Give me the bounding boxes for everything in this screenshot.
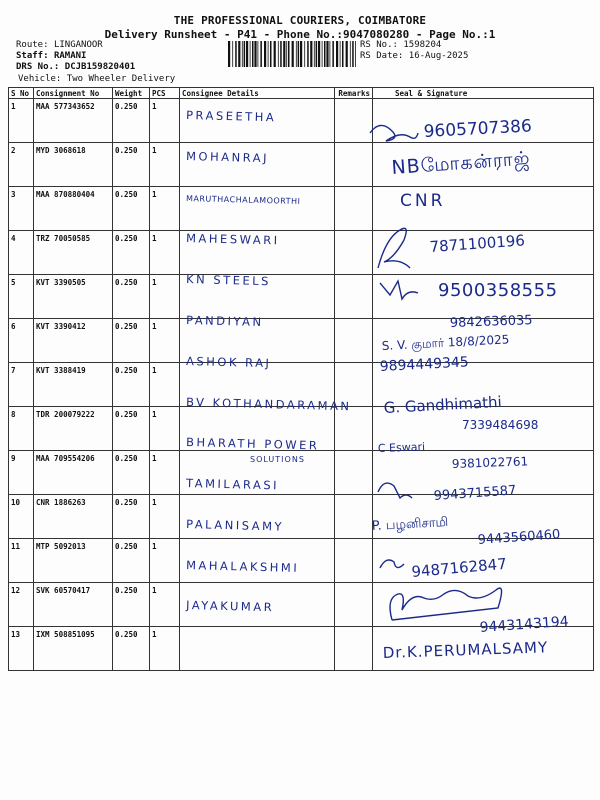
pcs-cell: 1 <box>150 275 180 319</box>
consignment-cell: MYD 3068618 <box>34 143 113 187</box>
signature-date: S. V. குமார் 18/8/2025 <box>381 332 510 353</box>
remarks-cell <box>335 187 373 231</box>
sno-cell: 12 <box>9 583 34 627</box>
consignee-name: PRASEETHA <box>185 108 277 125</box>
route-value: LINGANOOR <box>53 40 103 50</box>
signature-name: P. பழனிசாமி <box>371 515 449 534</box>
table-row <box>9 539 594 583</box>
barcode-image <box>228 41 356 67</box>
signature-stamp-name: Dr.K.PERUMALSAMY <box>382 638 549 662</box>
consignee-name: MAHALAKSHMI <box>185 558 300 575</box>
signature-cell <box>373 275 594 319</box>
consignee-cell <box>180 495 335 539</box>
consignment-cell: MAA 709554206 <box>34 451 113 495</box>
signature-phone: 9443143194 <box>479 613 570 636</box>
consignee-cell <box>180 627 335 671</box>
consignee-name: MOHANRAJ <box>185 149 270 166</box>
signature-cell <box>373 319 594 363</box>
barcode-bar <box>310 41 312 67</box>
weight-cell: 0.250 <box>113 99 150 143</box>
consignee-cell <box>180 539 335 583</box>
barcode-bar <box>346 41 348 67</box>
remarks-cell <box>335 539 373 583</box>
consignee-cell <box>180 231 335 275</box>
consignee-cell <box>180 583 335 627</box>
consignee-name: PALANISAMY <box>185 517 285 534</box>
signature-phone: 9443560460 <box>477 527 561 548</box>
barcode-bar <box>238 41 240 67</box>
weight-cell: 0.250 <box>113 187 150 231</box>
weight-cell: 0.250 <box>113 407 150 451</box>
barcode-bar <box>268 41 269 67</box>
signature-cell <box>373 539 594 583</box>
staff-label: Staff: <box>16 51 49 61</box>
runsheet-subtitle: Delivery Runsheet - P41 - Phone No.:9047080280 - Page No.:1 <box>104 28 496 41</box>
col-consignment: Consignment No <box>34 88 113 99</box>
consignee-cell <box>180 143 335 187</box>
consignment-cell: TRZ 70050585 <box>34 231 113 275</box>
consignment-cell: MAA 870880404 <box>34 187 113 231</box>
consignee-name: JAYAKUMAR <box>185 598 275 615</box>
barcode-bar <box>336 41 338 67</box>
barcode-bar <box>316 41 318 67</box>
signature-cell <box>373 363 594 407</box>
table-row <box>9 495 594 539</box>
barcode-bar <box>298 41 300 67</box>
consignment-cell: KVT 3390505 <box>34 275 113 319</box>
vehicle-label: Vehicle: <box>18 74 62 84</box>
consignment-cell: KVT 3388419 <box>34 363 113 407</box>
barcode-bar <box>232 41 233 67</box>
barcode-bar <box>244 41 246 67</box>
barcode-bar <box>283 41 285 67</box>
weight-cell: 0.250 <box>113 319 150 363</box>
sno-cell: 8 <box>9 407 34 451</box>
barcode-bar <box>314 41 315 67</box>
rs-date-label: RS Date: <box>360 51 404 61</box>
barcode-bar <box>288 41 290 67</box>
consignee-name: BV KOTHANDARAMAN <box>185 395 352 414</box>
barcode-bar <box>258 41 259 67</box>
signature-cell <box>373 407 594 451</box>
pcs-cell: 1 <box>150 407 180 451</box>
signature-cell <box>373 231 594 275</box>
consignee-cell <box>180 319 335 363</box>
barcode-bar <box>322 41 323 67</box>
remarks-cell <box>335 99 373 143</box>
barcode-bar <box>242 41 243 67</box>
consignee-cell <box>180 407 335 451</box>
remarks-cell <box>335 231 373 275</box>
barcode-bar <box>300 41 302 67</box>
table-row <box>9 319 594 363</box>
signature-phone: 9500358555 <box>438 280 558 301</box>
col-sno: S No <box>9 88 34 99</box>
barcode-bar <box>307 41 309 67</box>
signature-text: CNR <box>400 191 446 211</box>
consignee-name: ASHOK RAJ <box>185 354 272 371</box>
pcs-cell: 1 <box>150 495 180 539</box>
barcode-bar <box>264 41 266 67</box>
table-header-row <box>9 88 594 99</box>
drs-line <box>16 62 135 72</box>
table-row <box>9 99 594 143</box>
pcs-cell: 1 <box>150 583 180 627</box>
remarks-cell <box>335 495 373 539</box>
barcode-bar <box>318 41 320 67</box>
table-row <box>9 407 594 451</box>
rs-date-value: 16-Aug-2025 <box>408 51 469 61</box>
pcs-cell: 1 <box>150 187 180 231</box>
sno-cell: 1 <box>9 99 34 143</box>
table-row <box>9 583 594 627</box>
table-row <box>9 231 594 275</box>
barcode-bar <box>252 41 254 67</box>
weight-cell: 0.250 <box>113 275 150 319</box>
remarks-cell <box>335 583 373 627</box>
barcode-bar <box>228 41 230 67</box>
route-line <box>16 40 103 50</box>
table-row <box>9 451 594 495</box>
table-row <box>9 627 594 671</box>
consignee-name: MAHESWARI <box>185 231 280 248</box>
sno-cell: 2 <box>9 143 34 187</box>
consignment-cell: IXM 508851095 <box>34 627 113 671</box>
signature-phone: 9943715587 <box>433 483 517 504</box>
table-row <box>9 363 594 407</box>
consignee-name: PANDIYAN <box>185 313 264 330</box>
signature-cell <box>373 143 594 187</box>
pcs-cell: 1 <box>150 539 180 583</box>
sno-cell: 4 <box>9 231 34 275</box>
signature-cell <box>373 99 594 143</box>
signature-cell <box>373 495 594 539</box>
staff-value: RAMANI <box>53 51 87 61</box>
pcs-cell: 1 <box>150 143 180 187</box>
sno-cell: 6 <box>9 319 34 363</box>
barcode-bar <box>292 41 294 67</box>
pcs-cell: 1 <box>150 99 180 143</box>
pcs-cell: 1 <box>150 451 180 495</box>
consignment-cell: MAA 577343652 <box>34 99 113 143</box>
route-label: Route: <box>16 40 49 50</box>
signature-phone: 7871100196 <box>429 231 526 256</box>
signature-phone: 9605707386 <box>423 116 533 142</box>
weight-cell: 0.250 <box>113 495 150 539</box>
pcs-cell: 1 <box>150 319 180 363</box>
consignment-cell: TDR 200079222 <box>34 407 113 451</box>
barcode-bar <box>355 41 356 67</box>
consignment-cell: MTP 5092013 <box>34 539 113 583</box>
signature-phone: 9842636035 <box>449 313 533 331</box>
company-name: THE PROFESSIONAL COURIERS, COIMBATORE <box>173 14 427 27</box>
vehicle-value: Two Wheeler Delivery <box>66 74 176 84</box>
signature-cell <box>373 583 594 627</box>
pcs-cell: 1 <box>150 627 180 671</box>
signature-name: C Eswari <box>377 440 426 455</box>
weight-cell: 0.250 <box>113 143 150 187</box>
consignment-cell: SVK 60570417 <box>34 583 113 627</box>
remarks-cell <box>335 627 373 671</box>
pcs-cell: 1 <box>150 363 180 407</box>
barcode-bar <box>352 41 354 67</box>
barcode-bar <box>246 41 248 67</box>
remarks-cell <box>335 143 373 187</box>
consignee-cell <box>180 363 335 407</box>
signature-cell <box>373 187 594 231</box>
barcode-bar <box>235 41 237 67</box>
sno-cell: 7 <box>9 363 34 407</box>
barcode-bar <box>304 41 305 67</box>
barcode-bar <box>280 41 282 67</box>
signature-phone: 9381022761 <box>451 454 529 471</box>
sno-cell: 3 <box>9 187 34 231</box>
barcode-bar <box>260 41 262 67</box>
consignee-name: KN STEELS <box>185 272 272 289</box>
staff-line <box>16 51 86 61</box>
sno-cell: 11 <box>9 539 34 583</box>
signature-cell <box>373 451 594 495</box>
barcode-bar <box>270 41 272 67</box>
weight-cell: 0.250 <box>113 363 150 407</box>
consignment-cell: CNR 1886263 <box>34 495 113 539</box>
col-remarks: Remarks <box>335 88 373 99</box>
barcode-bar <box>296 41 297 67</box>
signature-phone: 9894449345 <box>379 354 470 375</box>
rs-no-line <box>360 40 441 50</box>
rs-no-value: 1598204 <box>403 40 442 50</box>
barcode-bar <box>278 41 279 67</box>
consignee-cell <box>180 99 335 143</box>
signature-name: G. Gandhimathi <box>383 392 503 417</box>
consignee-cell <box>180 275 335 319</box>
consignee-name: TAMILARASI <box>185 476 280 493</box>
signature-cell <box>373 627 594 671</box>
barcode-bar <box>326 41 328 67</box>
remarks-cell <box>335 407 373 451</box>
consignee-cell <box>180 187 335 231</box>
rs-date-line <box>360 51 468 61</box>
barcode-bar <box>340 41 341 67</box>
weight-cell: 0.250 <box>113 539 150 583</box>
consignee-name-line2: SOLUTIONS <box>250 455 305 464</box>
col-pcs: PCS <box>150 88 180 99</box>
pcs-cell: 1 <box>150 231 180 275</box>
drs-label: DRS No.: <box>16 62 60 72</box>
barcode-bar <box>250 41 251 67</box>
sno-cell: 9 <box>9 451 34 495</box>
remarks-cell <box>335 451 373 495</box>
rs-no-label: RS No.: <box>360 40 398 50</box>
signature-phone: 9487162847 <box>410 554 508 581</box>
col-weight: Weight <box>113 88 150 99</box>
barcode-bar <box>342 41 344 67</box>
runsheet-table <box>8 87 594 671</box>
weight-cell: 0.250 <box>113 231 150 275</box>
vehicle-line <box>18 74 175 84</box>
barcode-bar <box>286 41 287 67</box>
consignee-cell <box>180 451 335 495</box>
drs-value: DCJB159820401 <box>64 62 136 72</box>
sno-cell: 10 <box>9 495 34 539</box>
barcode-bar <box>330 41 331 67</box>
barcode-bar <box>254 41 256 67</box>
signature-phone: 7339484698 <box>462 418 539 432</box>
barcode-bar <box>274 41 276 67</box>
remarks-cell <box>335 275 373 319</box>
table-row <box>9 143 594 187</box>
consignee-name: MARUTHACHALAMOORTHI <box>185 194 301 206</box>
barcode-bar <box>332 41 334 67</box>
barcode-bar <box>324 41 326 67</box>
sno-cell: 5 <box>9 275 34 319</box>
sno-cell: 13 <box>9 627 34 671</box>
remarks-cell <box>335 319 373 363</box>
col-consignee: Consignee Details <box>180 88 335 99</box>
barcode-bar <box>350 41 351 67</box>
table-row <box>9 187 594 231</box>
col-signature: Seal & Signature <box>373 88 594 99</box>
signature-text: NBமோகன்ராஜ் <box>390 147 532 179</box>
weight-cell: 0.250 <box>113 627 150 671</box>
remarks-cell <box>335 363 373 407</box>
consignment-cell: KVT 3390412 <box>34 319 113 363</box>
table-row <box>9 275 594 319</box>
weight-cell: 0.250 <box>113 451 150 495</box>
weight-cell: 0.250 <box>113 583 150 627</box>
consignee-name: BHARATH POWER <box>185 435 320 453</box>
